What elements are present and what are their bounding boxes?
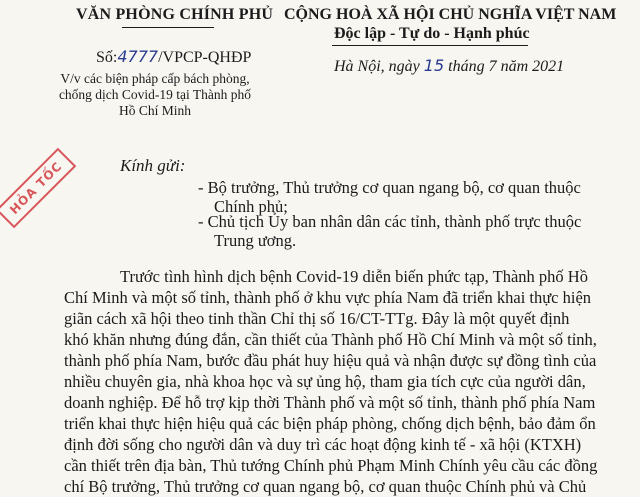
subject-line: chống dịch Covid-19 tại Thành phố [58, 87, 252, 102]
document-number-handwritten: 4777 [117, 47, 159, 66]
body-line: nhiều chuyên gia, nhà khoa học và sự ủng hộ, tham gia tích cực của người dân, [64, 372, 586, 391]
organization-underline [122, 27, 214, 28]
recipient-item-continuation: Trung ương. [214, 231, 297, 250]
body-line: khó khăn nhưng đúng đắn, cần thiết của Thành phố Hồ Chí Minh và một số tỉnh, [64, 330, 597, 349]
recipient-item: - Bộ trưởng, Thủ trưởng cơ quan ngang bộ, cơ quan thuộc [198, 178, 581, 197]
place-and-date [334, 56, 564, 76]
national-motto: Độc lập - Tự do - Hạnh phúc [334, 25, 530, 42]
body-line: doanh nghiệp. Để hỗ trợ kịp thời Thành phố và một số tỉnh, thành phố phía Nam [64, 393, 596, 412]
body-line: định đời sống cho người dân và duy trì các hoạt động kinh tế - xã hội (KTXH) [64, 435, 582, 454]
urgent-stamp: HỎA TỐC [0, 148, 76, 229]
issuing-organization: VĂN PHÒNG CHÍNH PHỦ [76, 6, 274, 23]
body-line: Chí Minh và một số tỉnh, thành phố ở khu vực phía Nam đã triển khai thực hiện [64, 288, 592, 307]
document-number-prefix: Số: [96, 49, 118, 66]
subject-line: V/v các biện pháp cấp bách phòng, [60, 71, 250, 86]
salutation: Kính gửi: [120, 156, 186, 175]
day-handwritten: 15 [423, 56, 445, 75]
recipient-item-continuation: Chính phủ; [214, 197, 288, 216]
document-number [96, 47, 251, 67]
document-subject [30, 71, 280, 119]
recipient-item: - Chủ tịch Ủy ban nhân dân các tỉnh, thành phố trực thuộc [198, 212, 582, 231]
body-line: chí Bộ trưởng, Thủ trưởng cơ quan ngang bộ, cơ quan thuộc Chính phủ và Chủ [64, 477, 587, 496]
place-date-suffix: tháng 7 năm 2021 [444, 58, 565, 75]
body-line: giãn cách xã hội theo tinh thần Chỉ thị số 16/CT-TTg. Đây là một quyết định [64, 309, 570, 328]
motto-underline [332, 45, 528, 46]
body-line: cần thiết trên địa bàn, Thủ tướng Chính phủ Phạm Minh Chính yêu cầu các đồng [64, 456, 598, 475]
body-line: Trước tình hình dịch bệnh Covid-19 diễn biến phức tạp, Thành phố Hồ [120, 267, 588, 286]
national-title: CỘNG HOÀ XÃ HỘI CHỦ NGHĨA VIỆT NAM [284, 6, 617, 23]
body-line: thành phố phía Nam, bước đầu phát huy hiệu quả và nhận được sự đồng tình của [64, 351, 597, 370]
subject-line: Hồ Chí Minh [118, 103, 191, 118]
document-number-suffix: /VPCP-QHĐP [158, 49, 252, 66]
body-line: triển khai thực hiện hiệu quả các biện pháp phòng, chống dịch bệnh, bảo đảm ổn [64, 414, 596, 433]
place-date-prefix: Hà Nội, ngày [334, 58, 424, 75]
